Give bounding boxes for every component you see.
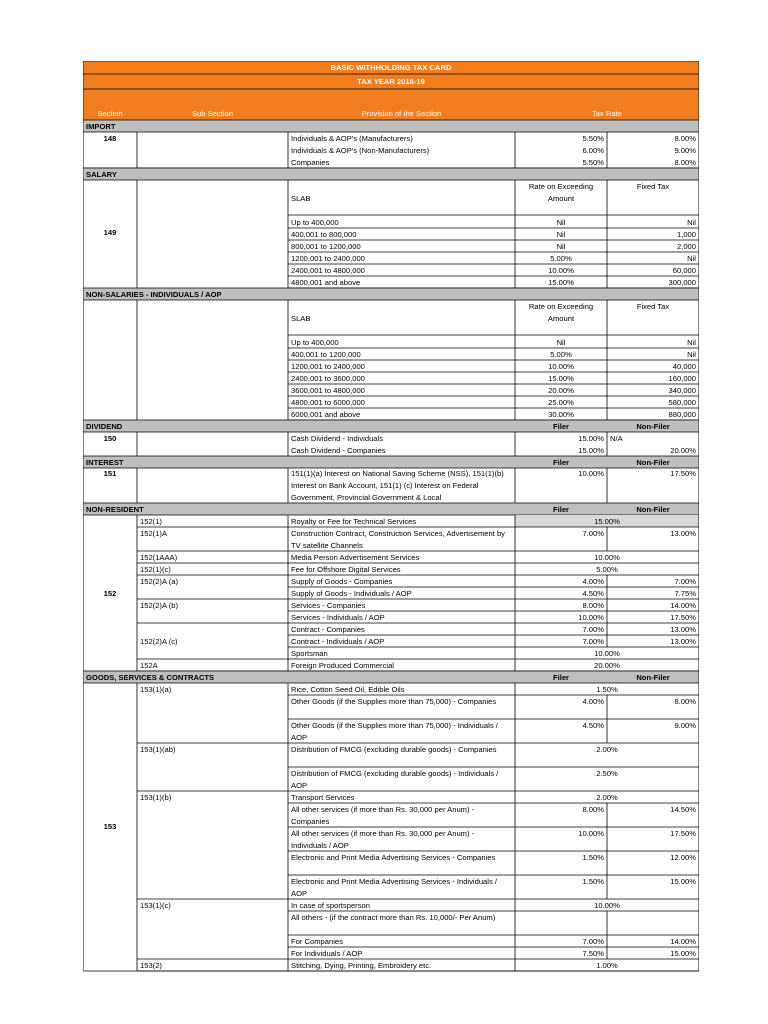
fixed-tax-label: Fixed Tax [636, 302, 670, 311]
section-151: 151 [103, 469, 117, 478]
non-filer-rate: 14.00% [670, 601, 696, 610]
rate-exceeding: Nil [556, 242, 566, 251]
provision-text: Contract - Companies [291, 625, 365, 634]
header-section: Section [97, 109, 123, 118]
merged-rate: 1.50% [596, 685, 618, 694]
provision-text: Electronic and Print Media Advertising Services - Individuals / AOP [291, 877, 497, 898]
rate-exceeding: Nil [556, 218, 566, 227]
sub-section: 153(1)(ab) [140, 745, 176, 754]
filer-rate: 1.50% [582, 877, 604, 886]
filer-rate: 10.00% [578, 613, 604, 622]
filer-rate: 7.00% [582, 625, 604, 634]
fixed-tax-label: Fixed Tax [636, 182, 670, 191]
filer-rate: 5.50% [582, 134, 604, 143]
non-filer-rate: 17.50% [670, 829, 696, 838]
provision-text: Companies [291, 158, 330, 167]
slab-text: 2400,001 to 3600,000 [291, 374, 365, 383]
provision-text: Distribution of FMCG (excluding durable goods) - Individuals / AOP [291, 769, 499, 790]
document-title: BASIC WITHHOLDING TAX CARD [330, 63, 452, 72]
category-interest: INTEREST [86, 458, 124, 467]
slab-text: 400,001 to 1200,000 [291, 350, 361, 359]
non-filer-rate: 2,000 [676, 242, 696, 251]
rate-exceeding: 25.00% [548, 398, 574, 407]
provision-text: Transport Services [291, 793, 355, 802]
section-150: 150 [103, 434, 117, 443]
non-filer-rate: 8.00% [674, 697, 696, 706]
non-filer-rate: 40,000 [672, 362, 696, 371]
sub-section: 152(2)A (b) [140, 601, 178, 610]
non-filer-rate: 15.00% [670, 877, 696, 886]
filer-rate: 6.00% [582, 146, 604, 155]
non-filer-rate: Nil [687, 218, 696, 227]
provision-text: Supply of Goods - Individuals / AOP [291, 589, 412, 598]
merged-rate: 2.00% [596, 793, 618, 802]
slab-text: 400,001 to 800,000 [291, 230, 357, 239]
provision-text: All other services (if more than Rs. 30,000 per Anum) - Individuals / AOP [291, 829, 475, 850]
provision-text: Other Goods (if the Supplies more than 75,000) - Companies [291, 697, 497, 706]
slab-label: SLAB [291, 194, 311, 203]
sub-section: 153(1)(a) [140, 685, 172, 694]
merged-rate: 10.00% [594, 901, 620, 910]
merged-rate: 1.00% [596, 961, 618, 970]
non-filer-rate: 17.50% [670, 613, 696, 622]
category-salary: SALARY [86, 170, 117, 179]
merged-rate: 5.00% [596, 565, 618, 574]
non-filer-rate: 340,000 [668, 386, 696, 395]
filer-rate: 15.00% [578, 446, 604, 455]
rate-exceeding: 5.00% [550, 350, 572, 359]
slab-text: 1200,001 to 2400,000 [291, 362, 365, 371]
sub-section: 152A [140, 661, 158, 670]
non-filer-label: Non-Filer [636, 458, 670, 467]
provision-text: Rice, Cotton Seed Oil, Edible Oils [291, 685, 405, 694]
non-filer-rate: Nil [687, 254, 696, 263]
non-filer-rate: 7.75% [674, 589, 696, 598]
merged-rate: 2.50% [596, 769, 618, 778]
provision-text: Other Goods (if the Supplies more than 75,000) - Individuals / AOP [291, 721, 498, 742]
filer-rate: 7.00% [582, 637, 604, 646]
filer-rate: 7.00% [582, 529, 604, 538]
slab-text: 3600,001 to 4800,000 [291, 386, 365, 395]
non-filer-rate: 14.50% [670, 805, 696, 814]
sub-section: 152(2)A (c) [140, 637, 178, 646]
non-filer-rate: 13.00% [670, 529, 696, 538]
provision-text: Supply of Goods - Companies [291, 577, 393, 586]
provision-text: Sportsman [291, 649, 328, 658]
filer-rate: 4.50% [582, 589, 604, 598]
merged-rate: 20.00% [594, 661, 620, 670]
rate-exceeding: 15.00% [548, 278, 574, 287]
category-non-resident: NON-RESIDENT [86, 505, 144, 514]
sub-section: 153(1)(c) [140, 901, 171, 910]
non-filer-rate: 15.00% [670, 949, 696, 958]
non-filer-rate: 9.00% [674, 721, 696, 730]
sub-section: 153(1)(b) [140, 793, 172, 802]
category-dividend: DIVIDEND [86, 422, 123, 431]
provision-text: For Companies [291, 937, 343, 946]
provision-text: Cash Dividend - Companies [291, 446, 386, 455]
non-filer-rate: 60,000 [672, 266, 696, 275]
tax-card-sheet [83, 61, 699, 973]
provision-text: Royalty or Fee for Technical Services [291, 517, 417, 526]
rate-exceeding: Nil [556, 338, 566, 347]
provision-text: Construction Contract, Construction Services, Advertisement by TV satellite Channels [291, 529, 505, 550]
filer-rate: 10.00% [578, 469, 604, 478]
non-filer-rate: 13.00% [670, 637, 696, 646]
provision-text: 151(1)(a) Interest on National Saving Scheme (NSS), 151(1)(b) Interest on Bank Account, 151(1) (c) Interest on Federal Government, Provincial Government & Local [291, 469, 504, 502]
slab-text: 800,001 to 1200,000 [291, 242, 361, 251]
filer-rate: 4.00% [582, 577, 604, 586]
header-tax-rate: Tax Rate [592, 109, 622, 118]
merged-rate: 10.00% [594, 553, 620, 562]
slab-text: Up to 400,000 [291, 218, 339, 227]
section-148: 148 [103, 134, 117, 143]
non-filer-label: Non-Filer [636, 505, 670, 514]
provision-text: Fee for Offshore Digital Services [291, 565, 401, 574]
non-filer-rate: 14.00% [670, 937, 696, 946]
provision-text: In case of sportsperson [291, 901, 370, 910]
title-band-base [83, 105, 699, 107]
header-sub-section: Sub Section [192, 109, 233, 118]
non-filer-rate: N/A [610, 434, 623, 443]
filer-rate: 8.00% [582, 601, 604, 610]
non-filer-rate: 20.00% [670, 446, 696, 455]
merged-rate: 10.00% [594, 649, 620, 658]
slab-label: SLAB [291, 314, 311, 323]
rate-exceeding: 20.00% [548, 386, 574, 395]
non-filer-rate: 13.00% [670, 625, 696, 634]
provision-text: Individuals & AOP's (Non-Manufacturers) [291, 146, 430, 155]
non-filer-label: Non-Filer [636, 673, 670, 682]
provision-text: Services - Companies [291, 601, 366, 610]
section-153: 153 [103, 822, 117, 831]
slab-text: Up to 400,000 [291, 338, 339, 347]
document-subtitle: TAX YEAR 2018-19 [357, 77, 425, 86]
rate-exceeding: 10.00% [548, 266, 574, 275]
non-filer-rate: 880,000 [668, 410, 696, 419]
provision-text: Contract - Individuals / AOP [291, 637, 385, 646]
sub-section: 152(2)A (a) [140, 577, 178, 586]
category-goods: GOODS, SERVICES & CONTRACTS [86, 673, 215, 682]
filer-label: Filer [552, 422, 570, 431]
rate-exceeding-label: Rate on Exceeding Amount [528, 182, 594, 203]
provision-text: Electronic and Print Media Advertising Services - Companies [291, 853, 496, 862]
slab-text: 2400,001 to 4800,000 [291, 266, 365, 275]
non-filer-rate: 1,000 [676, 230, 696, 239]
filer-rate: 4.00% [582, 697, 604, 706]
provision-text: Stitching, Dying, Printing, Embroidery etc. [291, 961, 432, 970]
sub-section: 152(1) [140, 517, 162, 526]
filer-label: Filer [552, 458, 570, 467]
non-filer-rate: 7.00% [674, 577, 696, 586]
header-provision: Provision of the Section [361, 109, 442, 118]
rate-exceeding: 15.00% [548, 374, 574, 383]
provision-text: Media Person Advertisement Services [291, 553, 420, 562]
provision-text: Individuals & AOP's (Manufacturers) [291, 134, 413, 143]
category-non-salaries: NON-SALARIES - INDIVIDUALS / AOP [86, 290, 222, 299]
merged-rate: 2.00% [596, 745, 618, 754]
filer-rate: 8.00% [582, 805, 604, 814]
non-filer-rate: 580,000 [668, 398, 696, 407]
filer-rate: 10.00% [578, 829, 604, 838]
provision-text: Services - Individuals / AOP [291, 613, 385, 622]
non-filer-rate: 300,000 [668, 278, 696, 287]
provision-text: For Individuals / AOP [291, 949, 363, 958]
filer-rate: 4.50% [582, 721, 604, 730]
rate-exceeding-label: Rate on Exceeding Amount [528, 302, 594, 323]
non-filer-label: Non-Filer [636, 422, 670, 431]
provision-text: Distribution of FMCG (excluding durable goods) - Companies [291, 745, 497, 754]
rate-exceeding: 5.00% [550, 254, 572, 263]
filer-rate: 7.50% [582, 949, 604, 958]
non-filer-rate: 12.00% [670, 853, 696, 862]
slab-text: 4800,001 to 6000,000 [291, 398, 365, 407]
provision-text: All other services (if more than Rs. 30,000 per Anum) - Companies [291, 805, 475, 826]
provision-text: Foreign Produced Commercial [291, 661, 394, 670]
filer-rate: 1.50% [582, 853, 604, 862]
slab-text: 4800,001 and above [291, 278, 361, 287]
category-import: IMPORT [86, 122, 116, 131]
slab-text: 6000,001 and above [291, 410, 361, 419]
sub-section: 152(1)A [140, 529, 168, 538]
sub-section: 153(2) [140, 961, 162, 970]
provision-text: All others - (if the contract more than Rs. 10,000/- Per Anum) [291, 913, 496, 922]
rate-exceeding: 10.00% [548, 362, 574, 371]
filer-rate: 7.00% [582, 937, 604, 946]
filer-label: Filer [552, 673, 570, 682]
section-149: 149 [103, 228, 117, 237]
sub-section: 152(1)(c) [140, 565, 171, 574]
provision-text: Cash Dividend - Individuals [291, 434, 384, 443]
non-filer-rate: Nil [687, 338, 696, 347]
non-filer-rate: 17.50% [670, 469, 696, 478]
merged-rate: 15.00% [594, 517, 620, 526]
non-filer-rate: 8.00% [674, 158, 696, 167]
non-filer-rate: 8.00% [674, 134, 696, 143]
filer-rate: 5.50% [582, 158, 604, 167]
sub-section: 152(1AAA) [140, 553, 178, 562]
section-152: 152 [103, 589, 117, 598]
filer-rate: 15.00% [578, 434, 604, 443]
slab-text: 1200,001 to 2400,000 [291, 254, 365, 263]
non-filer-rate: 160,000 [668, 374, 696, 383]
rate-exceeding: 30.00% [548, 410, 574, 419]
non-filer-rate: Nil [687, 350, 696, 359]
rate-exceeding: Nil [556, 230, 566, 239]
non-filer-rate: 9.00% [674, 146, 696, 155]
filer-label: Filer [552, 505, 570, 514]
